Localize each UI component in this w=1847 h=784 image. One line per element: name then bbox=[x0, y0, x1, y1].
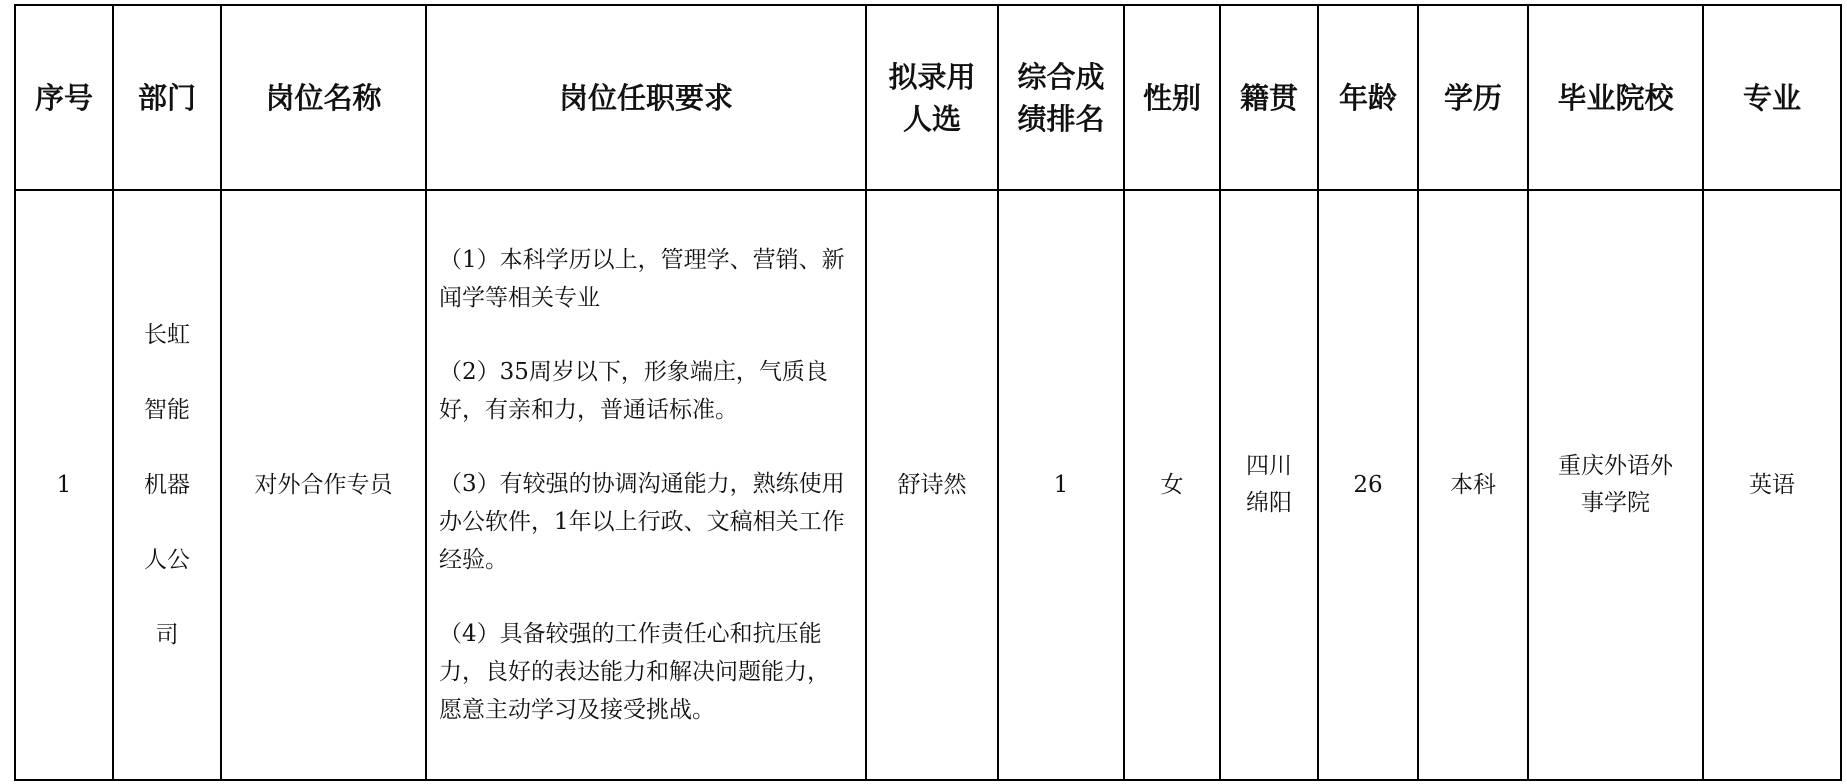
header-requirements: 岗位任职要求 bbox=[426, 5, 866, 190]
cell-rank: 1 bbox=[998, 190, 1124, 780]
cell-school bbox=[1528, 190, 1703, 780]
cell-gender: 女 bbox=[1124, 190, 1220, 780]
cell-origin-line1: 四川 bbox=[1246, 453, 1292, 479]
header-row bbox=[15, 5, 1841, 190]
cell-school-line2: 事学院 bbox=[1581, 490, 1650, 516]
header-candidate-line1: 拟录用 bbox=[888, 59, 976, 94]
cell-education: 本科 bbox=[1418, 190, 1528, 780]
cell-major: 英语 bbox=[1703, 190, 1841, 780]
cell-position: 对外合作专员 bbox=[221, 190, 426, 780]
requirement-item-1: （1）本科学历以上，管理学、营销、新闻学等相关专业 bbox=[439, 247, 845, 311]
header-no: 序号 bbox=[15, 5, 113, 190]
header-age: 年龄 bbox=[1318, 5, 1418, 190]
cell-dept-line5: 司 bbox=[155, 621, 179, 648]
header-dept: 部门 bbox=[113, 5, 221, 190]
header-major: 专业 bbox=[1703, 5, 1841, 190]
cell-requirements bbox=[426, 190, 866, 780]
cell-no: 1 bbox=[15, 190, 113, 780]
requirement-item-2: （2）35周岁以下，形象端庄，气质良好，有亲和力，普通话标准。 bbox=[439, 359, 828, 423]
cell-origin bbox=[1220, 190, 1318, 780]
table-row bbox=[15, 190, 1841, 780]
header-candidate-line2: 人选 bbox=[902, 101, 961, 136]
cell-dept bbox=[113, 190, 221, 780]
header-candidate bbox=[866, 5, 998, 190]
header-rank-line1: 综合成 bbox=[1017, 59, 1105, 94]
requirement-item-4: （4）具备较强的工作责任心和抗压能力，良好的表达能力和解决问题能力，愿意主动学习及接受挑战。 bbox=[439, 621, 830, 723]
header-rank-line2: 绩排名 bbox=[1017, 101, 1105, 136]
header-gender: 性别 bbox=[1124, 5, 1220, 190]
header-education: 学历 bbox=[1418, 5, 1528, 190]
header-position: 岗位名称 bbox=[221, 5, 426, 190]
cell-origin-line2: 绵阳 bbox=[1246, 490, 1292, 516]
cell-school-line1: 重庆外语外 bbox=[1558, 453, 1673, 479]
header-rank bbox=[998, 5, 1124, 190]
requirement-item-3: （3）有较强的协调沟通能力，熟练使用办公软件，1年以上行政、文稿相关工作经验。 bbox=[439, 471, 845, 573]
cell-candidate: 舒诗然 bbox=[866, 190, 998, 780]
cell-age: 26 bbox=[1318, 190, 1418, 780]
header-school: 毕业院校 bbox=[1528, 5, 1703, 190]
cell-dept-line1: 长虹 bbox=[144, 321, 190, 348]
cell-dept-line3: 机器 bbox=[144, 471, 190, 498]
cell-dept-line4: 人公 bbox=[144, 546, 190, 573]
header-origin: 籍贯 bbox=[1220, 5, 1318, 190]
recruitment-table bbox=[14, 4, 1842, 781]
cell-dept-line2: 智能 bbox=[144, 396, 190, 423]
